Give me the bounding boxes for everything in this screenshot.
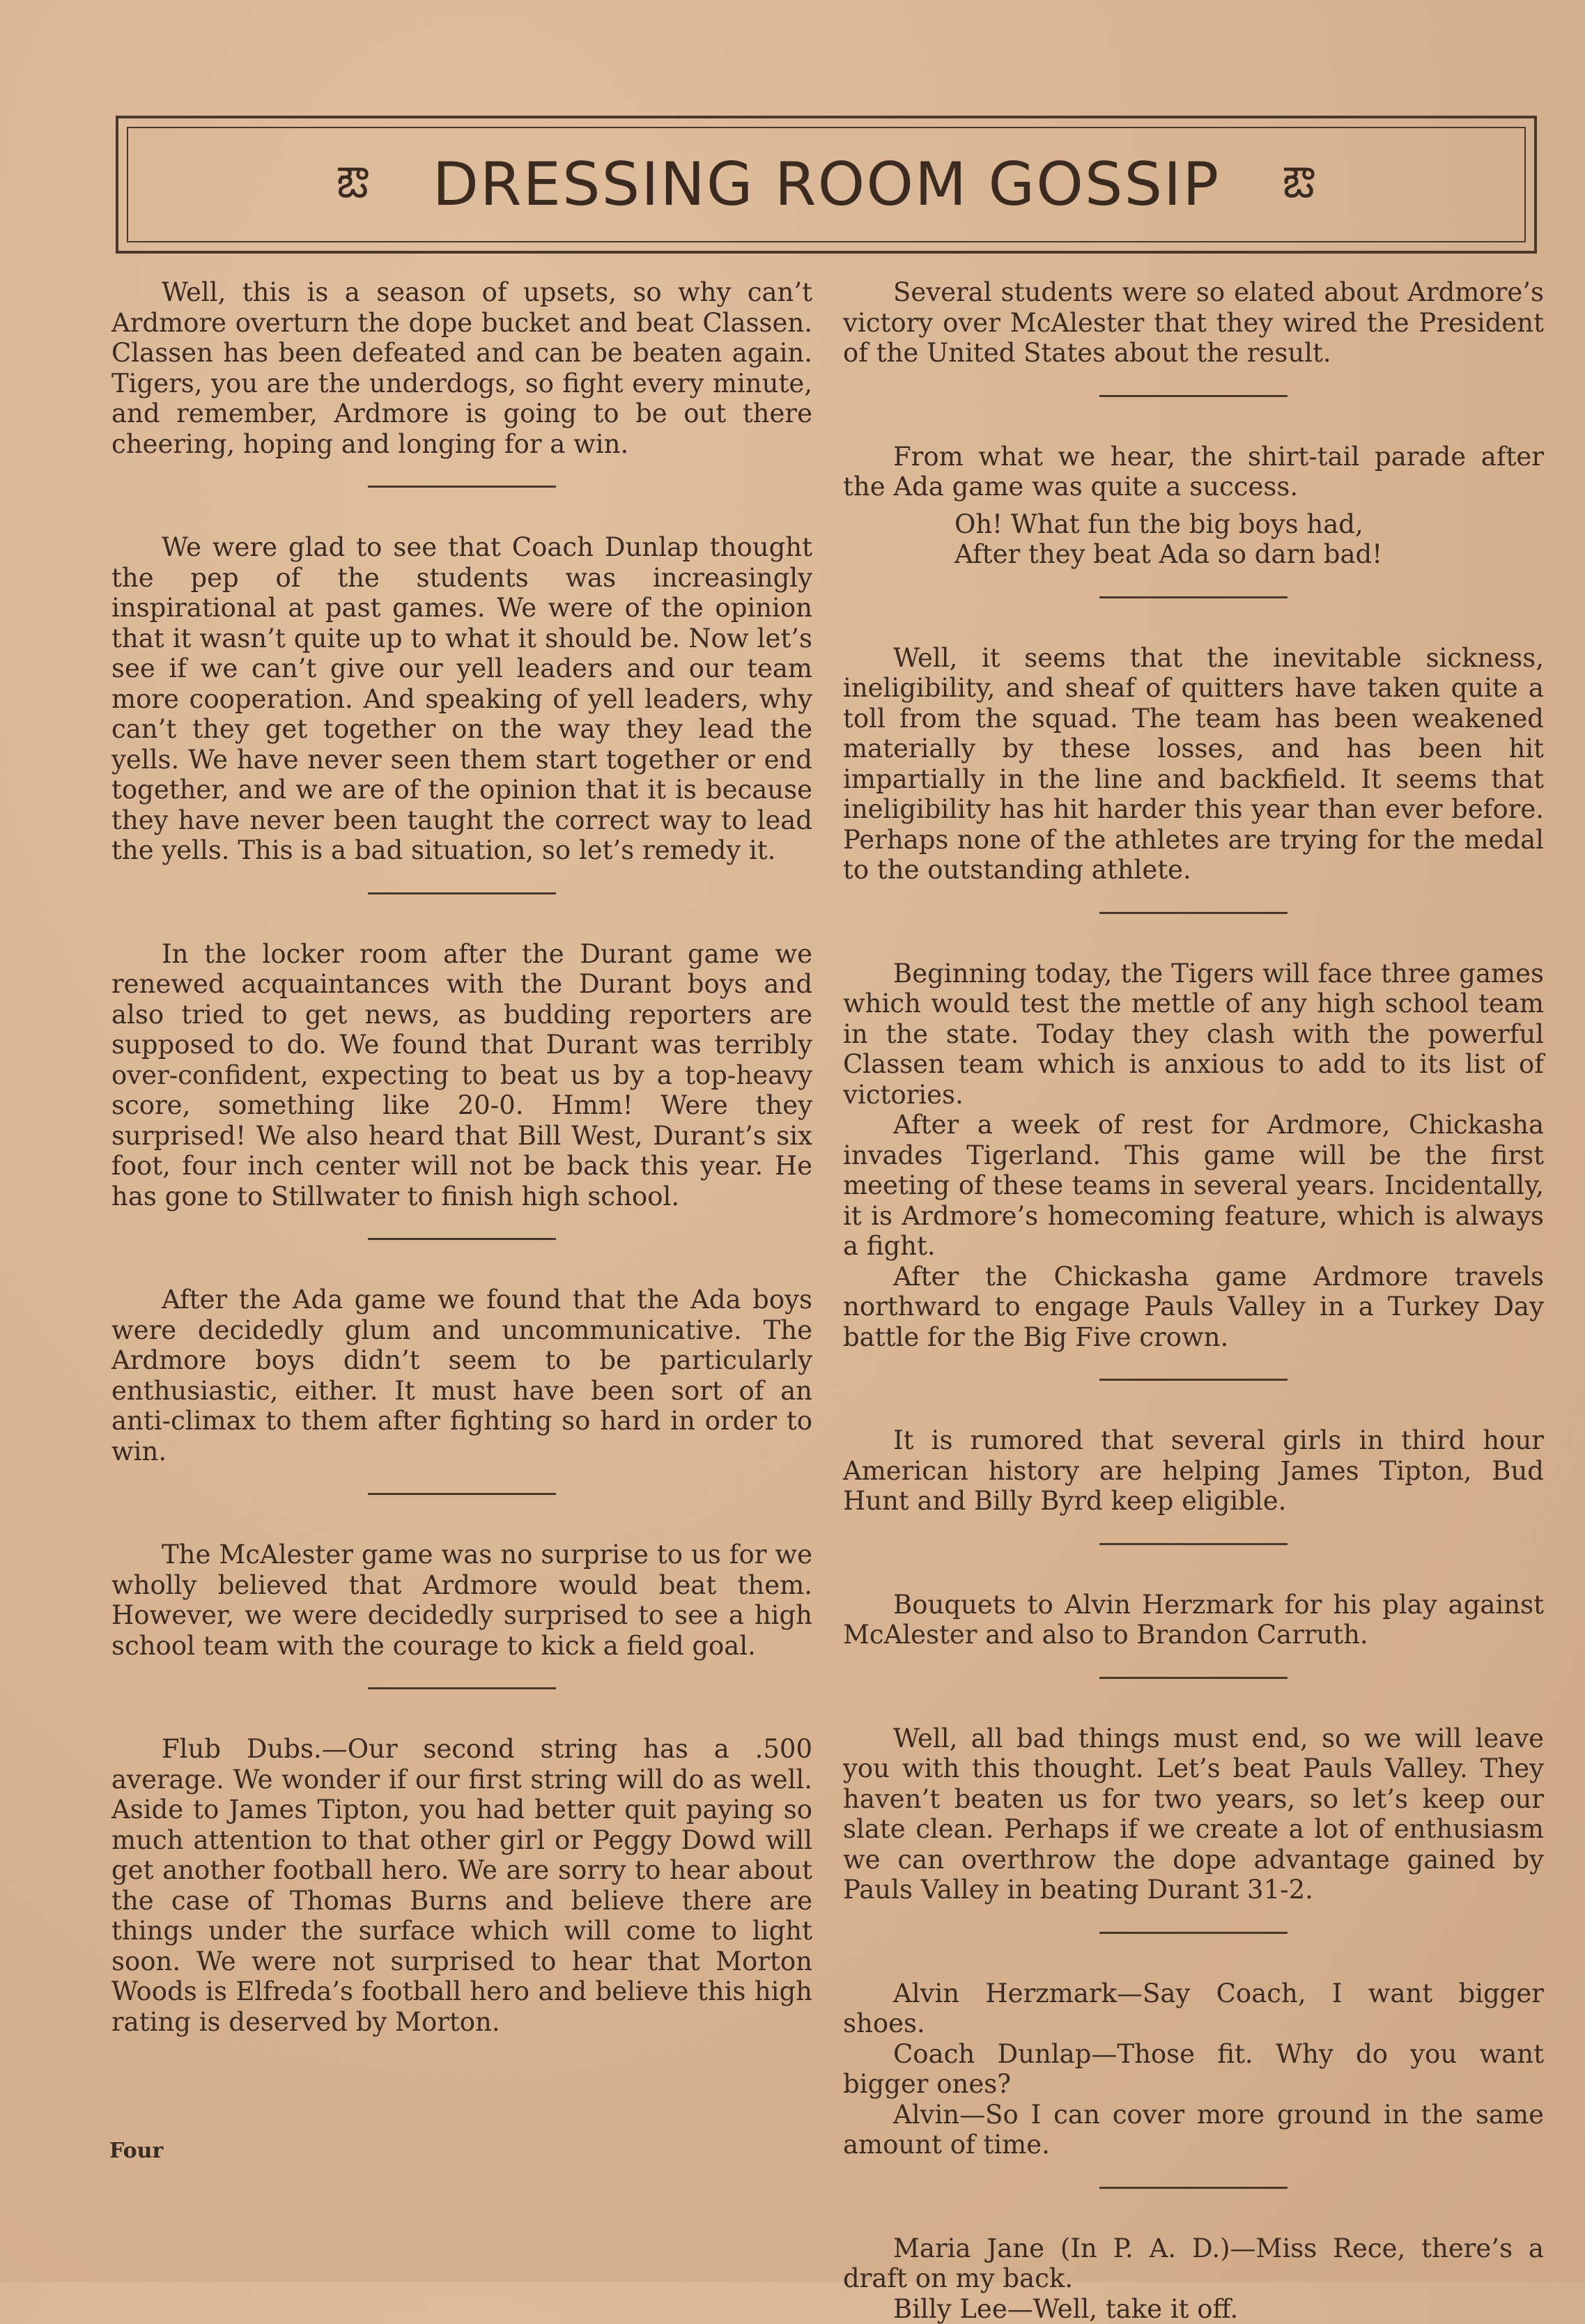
page-title-text: DRESSING ROOM GOSSIP xyxy=(433,150,1221,219)
left-column xyxy=(111,277,812,2037)
article-paragraph: After the Ada game we found that the Ada boys were decidedly glum and uncommunicative. The Ardmore boys didn’t seem to be particularly enthusiastic, either. It must have been sort of an anti-climax to them after fighting so hard in order to win. xyxy=(111,1285,812,1466)
article-paragraph: Well, all bad things must end, so we will leave you with this thought. Let’s beat Pauls Valley. They haven’t beaten us for two years, so let’s keep our slate clean. Perhaps if we create a lot of enthusiasm we can overthrow the dope advantage gained by Pauls Valley in beating Durant 31-2. xyxy=(843,1723,1544,1905)
article-paragraph: Beginning today, the Tigers will face three games which would test the mettle of any high school team in the state. Today they clash with the powerful Classen team which is anxious to add to its list of victories. xyxy=(843,959,1544,1110)
ornament-left-icon: ఔ xyxy=(337,157,369,218)
dialogue-line: Alvin—So I can cover more ground in the same amount of time. xyxy=(843,2100,1544,2160)
page-number: Four xyxy=(109,2139,163,2163)
divider xyxy=(368,892,556,894)
right-column xyxy=(843,277,1544,2324)
article-paragraph: Several students were so elated about Ardmore’s victory over McAlester that they wired the President of the United States about the result. xyxy=(843,277,1544,369)
divider xyxy=(368,1238,556,1240)
article-paragraph: Flub Dubs.—Our second string has a .500 average. We wonder if our first string will do as well. Aside to James Tipton, you had better quit paying so much attention to that other girl or Peggy Dowd will get another football hero. We are sorry to hear about the case of Thomas Burns and believe there are things under the surface which will come to light soon. We were not surprised to hear that Morton Woods is Elfreda’s football hero and believe this high rating is deserved by Morton. xyxy=(111,1734,812,2037)
divider xyxy=(1099,1932,1288,1934)
article-paragraph: Well, this is a season of upsets, so why can’t Ardmore overturn the dope bucket and beat Classen. Classen has been defeated and can be beaten again. Tigers, you are the underdogs, so fight every minute, and remember, Ardmore is going to be out there cheering, hoping and longing for a win. xyxy=(111,277,812,459)
article-paragraph: The McAlester game was no surprise to us for we wholly believed that Ardmore would beat them. However, we were decidedly surprised to see a high school team with the courage to kick a field goal. xyxy=(111,1540,812,1661)
divider xyxy=(1099,395,1288,397)
dialogue-line: Billy Lee—Well, take it off. xyxy=(843,2294,1544,2324)
article-paragraph: We were glad to see that Coach Dunlap thought the pep of the students was increasingly inspirational at past games. We were of the opinion that it wasn’t quite up to what it should be. Now let’s see if we can’t give our yell leaders and our team more cooperation. And speaking of yell leaders, why can’t they get together on the way they lead the yells. We have never seen them start together or end together, and we are of the opinion that it is because they have never been taught the correct way to lead the yells. This is a bad situation, so let’s remedy it. xyxy=(111,532,812,866)
divider xyxy=(1099,596,1288,598)
ornament-right-icon: ఔ xyxy=(1283,157,1315,218)
verse-line: Oh! What fun the big boys had, xyxy=(954,509,1544,540)
divider xyxy=(368,1687,556,1689)
dialogue-line: Maria Jane (In P. A. D.)—Miss Rece, there’s a draft on my back. xyxy=(843,2233,1544,2294)
article-paragraph: Bouquets to Alvin Herzmark for his play against McAlester and also to Brandon Carruth. xyxy=(843,1590,1544,1650)
article-paragraph: In the locker room after the Durant game we renewed acquaintances with the Durant boys and also tried to get news, as budding reporters are supposed to do. We found that Durant was terribly over-confident, expecting to beat us by a top-heavy score, something like 20-0. Hmm! Were they surprised! We also heard that Bill West, Durant’s six foot, four inch center will not be back this year. He has gone to Stillwater to finish high school. xyxy=(111,939,812,1212)
divider xyxy=(1099,1677,1288,1679)
verse-line: After they beat Ada so darn bad! xyxy=(954,539,1544,570)
divider xyxy=(1099,1543,1288,1545)
article-paragraph: It is rumored that several girls in third hour American history are helping James Tipton, Bud Hunt and Billy Byrd keep eligible. xyxy=(843,1425,1544,1517)
page-title xyxy=(337,150,1315,219)
header-inner-border xyxy=(127,127,1526,242)
article-paragraph: After a week of rest for Ardmore, Chickasha invades Tigerland. This game will be the first meeting of these teams in several years. Incidentally, it is Ardmore’s homecoming feature, which is always a fight. xyxy=(843,1110,1544,1262)
divider xyxy=(1099,912,1288,914)
divider xyxy=(1099,2187,1288,2189)
divider xyxy=(1099,1379,1288,1381)
divider xyxy=(368,1493,556,1495)
article-paragraph: From what we hear, the shirt-tail parade after the Ada game was quite a success. xyxy=(843,442,1544,502)
dialogue-line: Alvin Herzmark—Say Coach, I want bigger shoes. xyxy=(843,1978,1544,2039)
header-box xyxy=(116,116,1537,254)
dialogue-line: Coach Dunlap—Those fit. Why do you want bigger ones? xyxy=(843,2039,1544,2100)
article-paragraph: After the Chickasha game Ardmore travels northward to engage Pauls Valley in a Turkey Day battle for the Big Five crown. xyxy=(843,1262,1544,1353)
divider xyxy=(368,486,556,488)
article-paragraph: Well, it seems that the inevitable sickness, ineligibility, and sheaf of quitters have taken quite a toll from the squad. The team has been weakened materially by these losses, and has been hit impartially in the line and backfield. It seems that ineligibility has hit harder this year than ever before. Perhaps none of the athletes are trying for the medal to the outstanding athlete. xyxy=(843,643,1544,885)
